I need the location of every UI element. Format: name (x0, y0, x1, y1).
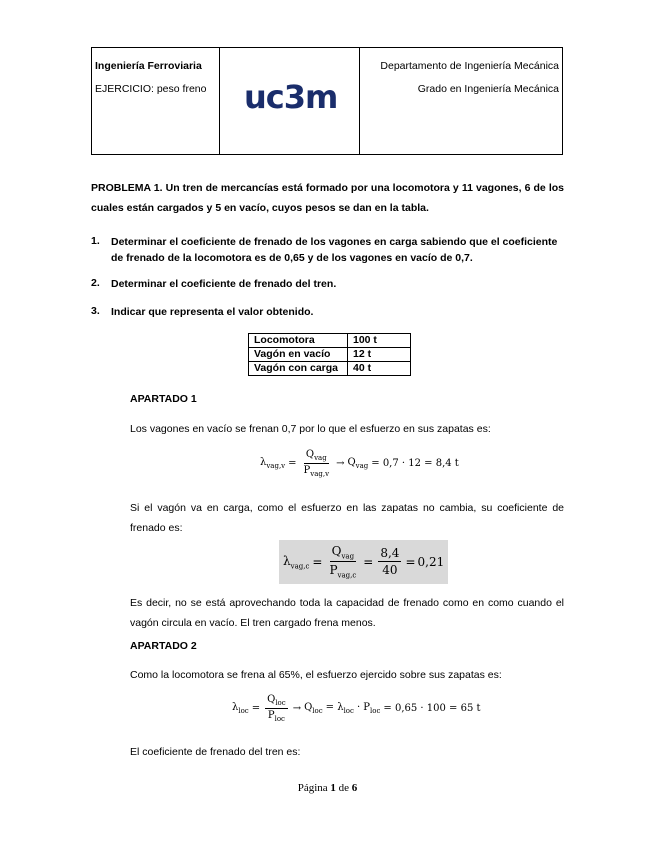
header-right-cell (359, 48, 562, 154)
item-text-3: Indicar que representa el valor obtenido. (111, 306, 314, 318)
eq-rhs: $Q_{vag}$ (347, 457, 369, 470)
eq-fraction: $\frac{Q_{vag}}{P_{vag,c}}$ (329, 544, 357, 580)
page-footer (0, 782, 655, 794)
problem-statement (91, 178, 564, 218)
footer-total: 6 (351, 782, 358, 794)
course-name: Ingeniería Ferroviaria (95, 60, 202, 72)
problem-label: PROBLEMA 1. (91, 182, 163, 194)
footer-page: 1 (330, 782, 336, 794)
equation-loaded-wagon: $\lambda_{vag,c}$ = $\frac{Q_{vag}}{P_{vag,c}}$ = $\frac{8,4}{40}$ = 0,21 (279, 540, 448, 584)
item-number-1: 1. (91, 235, 100, 247)
table-cell-key: Vagón en vacío (249, 348, 348, 362)
eq-result: = 0,7 · 12 = 8,4 t (371, 458, 459, 469)
weights-table (248, 333, 411, 376)
table-row (249, 334, 411, 348)
eq-result: = 0,65 · 100 = 65 t (383, 703, 481, 714)
header-left-cell (92, 48, 220, 154)
eq-lhs: $\lambda_{vag,c}$ (283, 553, 310, 571)
eq-lhs: $\lambda_{vag,v}$ (260, 457, 286, 470)
table-cell-key: Locomotora (249, 334, 348, 348)
problem-text: Un tren de mercancías está formado por una locomotora y 11 vagones, 6 de los cuales están cargados y 5 en vacío, cuyos pesos se dan en la tabla. (91, 182, 564, 214)
table-row (249, 362, 411, 376)
exercise-name: EJERCICIO: peso freno (95, 83, 207, 95)
footer-sep: de (338, 782, 350, 794)
eq-fraction: $\frac{Q_{vag}}{P_{vag,v}}$ (303, 449, 330, 478)
header-logo-cell (219, 48, 360, 154)
item-text-2: Determinar el coeficiente de frenado del tren. (111, 278, 337, 290)
eq-result: 0,21 (417, 554, 445, 569)
uc3m-logo: uc3m (244, 78, 338, 116)
section1-title: APARTADO 1 (130, 393, 197, 405)
section2-title: APARTADO 2 (130, 640, 197, 652)
equation-empty-wagon: $\lambda_{vag,v}$ = $\frac{Q_{vag}}{P_{vag,v}}$ → $Q_{vag}$ = 0,7 · 12 = 8,4 t (260, 449, 459, 478)
table-cell-value: 40 t (348, 362, 411, 376)
item-number-2: 2. (91, 277, 100, 289)
department-name: Departamento de Ingeniería Mecánica (380, 60, 559, 72)
eq-fraction-values: $\frac{8,4}{40}$ (380, 546, 400, 578)
item-number-3: 3. (91, 305, 100, 317)
section1-paragraph-1: Los vagones en vacío se frenan 0,7 por lo que el esfuerzo en sus zapatas es: (130, 423, 491, 435)
item-text-1: Determinar el coeficiente de frenado de los vagones en carga sabiendo que el coeficiente de frenado de la locomotora es de 0,65 y de los vagones en vacío de 0,7. (111, 236, 558, 264)
equation-locomotive: $\lambda_{loc}$ = $\frac{Q_{loc}}{P_{loc}}$ → $Q_{loc}$ = $\lambda_{loc}$ · $P_{loc}$ = 0,65 · 100 = 65 t (232, 694, 481, 723)
section2-paragraph-1: Como la locomotora se frena al 65%, el esfuerzo ejercido sobre sus zapatas es: (130, 669, 502, 681)
degree-name: Grado en Ingeniería Mecánica (417, 83, 559, 95)
table-cell-value: 100 t (348, 334, 411, 348)
table-cell-value: 12 t (348, 348, 411, 362)
table-cell-key: Vagón con carga (249, 362, 348, 376)
section1-paragraph-3: Es decir, no se está aprovechando toda la capacidad de frenado como en como cuando el vagón circula en vacío. El tren cargado frena menos. (130, 597, 564, 629)
eq-rhs: $Q_{loc}$ (304, 702, 323, 715)
eq-fraction: $\frac{Q_{loc}}{P_{loc}}$ (267, 694, 286, 723)
table-row (249, 348, 411, 362)
section1-paragraph-2: Si el vagón va en carga, como el esfuerzo en las zapatas no cambia, su coeficiente de frenado es: (130, 502, 564, 534)
header-table (91, 47, 563, 155)
section2-paragraph-2: El coeficiente de frenado del tren es: (130, 746, 301, 758)
footer-prefix: Página (297, 782, 328, 794)
eq-lhs: $\lambda_{loc}$ (232, 702, 249, 715)
